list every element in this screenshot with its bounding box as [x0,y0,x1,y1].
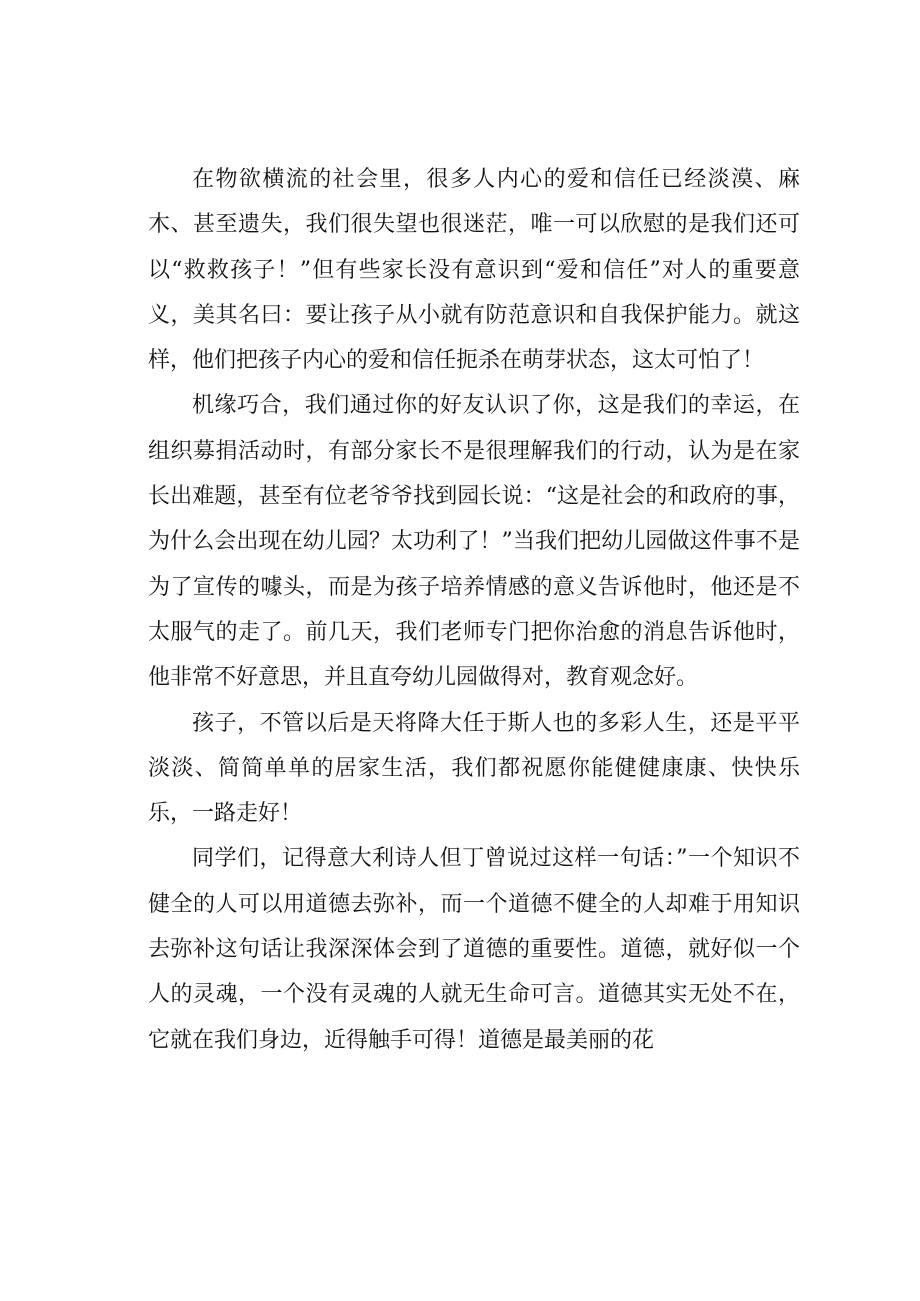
paragraph: 在物欲横流的社会里，很多人内心的爱和信任已经淡漠、麻木、甚至遗失，我们很失望也很迷茫，唯一可以欣慰的是我们还可以“救救孩子！”但有些家长没有意识到“爱和信任”对人的重要意义，美其名曰：要让孩子从小就有防范意识和自我保护能力。就这样，他们把孩子内心的爱和信任扼杀在萌芽状态，这太可怕了！ [148,167,800,374]
paragraph: 同学们，记得意大利诗人但丁曾说过这样一句话：”一个知识不健全的人可以用道德去弥补，而一个道德不健全的人却难于用知识去弥补这句话让我深深体会到了道德的重要性。道德，就好似一个人的灵魂，一个没有灵魂的人就无生命可言。道德其实无处不在，它就在我们身边，近得触手可得！道德是最美丽的花 [148,846,800,1053]
paragraph: 机缘巧合，我们通过你的好友认识了你，这是我们的幸运，在组织募捐活动时，有部分家长不是很理解我们的行动，认为是在家长出难题，甚至有位老爷爷找到园长说：“这是社会的和政府的事，为什么会出现在幼儿园？太功利了！”当我们把幼儿园做这件事不是为了宣传的噱头，而是为孩子培养情感的意义告诉他时，他还是不太服气的走了。前几天，我们老师专门把你治愈的消息告诉他时，他非常不好意思，并且直夸幼儿园做得对，教育观念好。 [148,393,800,691]
paragraph: 孩子，不管以后是天将降大任于斯人也的多彩人生，还是平平淡淡、简简单单的居家生活，我们都祝愿你能健健康康、快快乐乐，一路走好！ [148,710,800,827]
document-body [148,157,800,1063]
